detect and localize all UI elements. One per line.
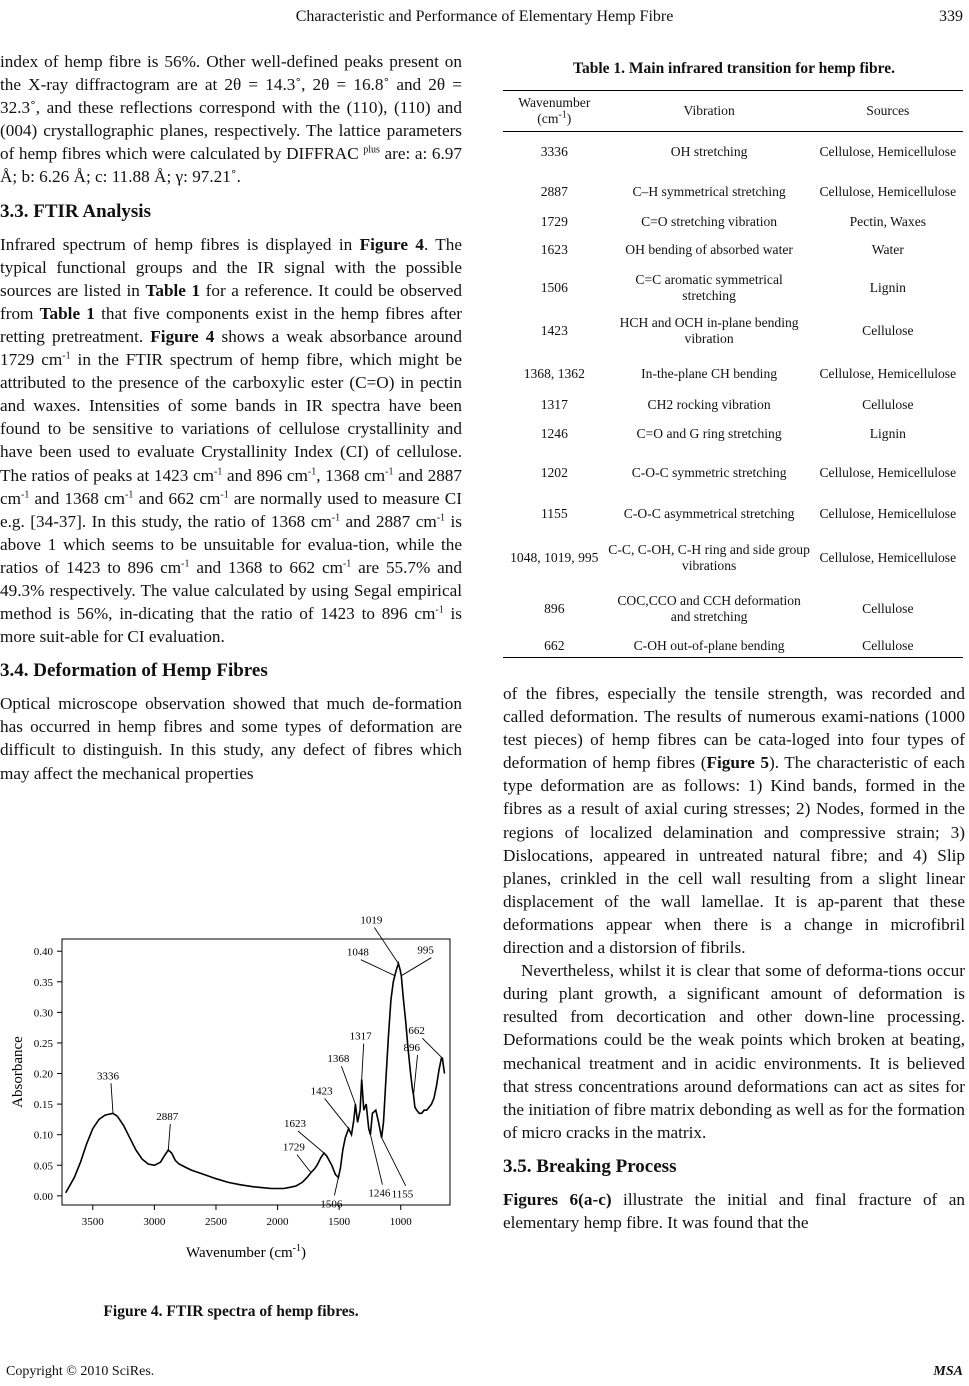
- peak-label: 1048: [346, 946, 369, 959]
- figure-ref-link[interactable]: Figure 4: [359, 234, 424, 254]
- superscript: -1: [435, 604, 444, 616]
- journal-abbrev: MSA: [933, 1364, 963, 1379]
- superscript: -1: [331, 511, 341, 523]
- figure-ref-link[interactable]: Figure 4: [150, 326, 215, 346]
- text-run: are normally used to measure CI e.g. [34-37]. In this study, the ratio of 1368 cm: [0, 488, 462, 531]
- x-tick-label: 2000: [266, 1216, 289, 1228]
- text-run: is more suit-able for CI evaluation.: [0, 604, 462, 647]
- header-vibration: Vibration: [683, 103, 735, 118]
- peak-label: 995: [417, 944, 434, 957]
- peak-label: 1623: [283, 1118, 306, 1131]
- text-run: index of hemp fibre is 56%. Other well-defined peaks present on the X-ray diffractogram are at 2θ = 14.3˚, 2θ = 16.8˚ and 2θ = 32.3˚, and these reflections correspond with the (110), (110) and (004) crystallographic planes, respectively. The lattice parameters of hemp fibres which were calculated by DIFFRAC: [0, 52, 462, 164]
- superscript: -1: [558, 109, 567, 121]
- table-row: [503, 212, 963, 232]
- figure-4-caption: Figure 4. FTIR spectra of hemp fibres.: [103, 1303, 359, 1320]
- text-run: and 1368 to 662 cm: [189, 557, 343, 577]
- paragraph-xrd: [0, 50, 462, 189]
- cell-vibration: C=C aromatic symmetrical stretching: [635, 271, 783, 303]
- annotation-leader: [361, 960, 395, 976]
- text-run: Infrared spectrum of hemp fibres is displayed in: [0, 234, 360, 254]
- cell-vibration: C-OH out-of-plane bending: [633, 638, 785, 654]
- right-column: [503, 50, 965, 1234]
- cell-wavenumber: 1368, 1362: [523, 365, 585, 381]
- cell-vibration: CH2 rocking vibration: [647, 396, 771, 412]
- paragraph-deformation: Optical microscope observation showed that much de-formation has occurred in hemp fibres and some types of deformation are difficult to distinguish. In this study, any defect of fibres which may affect the mechanical properties: [0, 694, 462, 783]
- paragraph-deformation-causes: Nevertheless, whilst it is clear that some of deforma-tions occur during plant growth, a significant amount of deformation is resulted from decortication and other down-line processing. Deformations could be the weak points which broken at beating, mechanical treatment and in acidic environments. It is believed that stress concentrations around deformations can act as sites for the initiation of fibre matrix debonding as well as for the formation of micro cracks in the matrix.: [503, 961, 965, 1142]
- cell-wavenumber: 1729: [540, 213, 568, 229]
- x-axis-label-main: Wavenumber: [185, 1245, 270, 1261]
- table-1: [503, 90, 963, 658]
- y-tick-label: 0.00: [33, 1190, 53, 1203]
- x-tick-label: 2500: [204, 1216, 227, 1228]
- superscript: -1: [220, 488, 229, 500]
- y-tick-label: 0.30: [33, 1007, 53, 1020]
- x-tick-label: 1000: [389, 1216, 412, 1228]
- x-axis-label-sup: -1: [292, 1243, 302, 1254]
- cell-wavenumber: 1317: [540, 396, 568, 412]
- cell-vibration: COC,CCO and CCH deformation and stretching: [617, 592, 801, 624]
- cell-wavenumber: 1155: [540, 505, 568, 521]
- annotation-leader: [362, 1044, 364, 1080]
- cell-wavenumber: 1623: [540, 241, 568, 257]
- text-run: that five components exist in the hemp fibres after retting pretreatment.: [0, 303, 462, 346]
- text-run: and 2887 cm: [0, 465, 462, 508]
- text-run: . The typical functional groups and the IR signal with the possible sources are listed in: [0, 234, 463, 300]
- cell-sources: Lignin: [869, 425, 906, 441]
- superscript: -1: [181, 558, 190, 570]
- table-row: [503, 172, 963, 212]
- section-heading-ftir: 3.3. FTIR Analysis: [0, 200, 151, 222]
- figure-ref-link[interactable]: Figure 5: [706, 753, 770, 773]
- table-row: [503, 636, 963, 658]
- plot-frame: [62, 939, 450, 1205]
- cell-vibration: C–H symmetrical stretching: [632, 183, 786, 199]
- text-run: illustrate the initial and final fracture of an elementary hemp fibre. It was found that the: [503, 1189, 965, 1232]
- table-row: [503, 416, 963, 452]
- cell-wavenumber: 1246: [540, 425, 568, 441]
- table-header-row: [503, 91, 963, 132]
- cell-vibration: OH bending of absorbed water: [625, 241, 793, 257]
- y-tick-label: 0.15: [33, 1099, 53, 1112]
- table-row: [503, 582, 963, 636]
- table-row: [503, 232, 963, 268]
- table-row: [503, 394, 963, 416]
- cell-sources: Cellulose, Hemicellulose: [819, 505, 957, 521]
- superscript: -1: [342, 558, 352, 570]
- annotation-leader: [325, 1099, 349, 1129]
- spectrum-line: [66, 964, 445, 1193]
- cell-wavenumber: 2887: [540, 183, 568, 199]
- cell-sources: Cellulose, Hemicellulose: [819, 183, 957, 199]
- section-heading-breaking: 3.5. Breaking Process: [503, 1155, 677, 1177]
- cell-wavenumber: 1048, 1019, 995: [510, 549, 599, 565]
- peak-label: 1506: [320, 1198, 343, 1211]
- cell-sources: Cellulose, Hemicellulose: [819, 143, 957, 159]
- copyright-notice: Copyright © 2010 SciRes.: [6, 1364, 155, 1379]
- table-row: [503, 354, 963, 394]
- annotation-leader: [168, 1124, 170, 1150]
- header-wavenumber: [503, 91, 606, 132]
- cell-sources: Cellulose, Hemicellulose: [819, 365, 957, 381]
- peak-label: 896: [403, 1041, 421, 1054]
- ftir-spectrum-plot: [0, 914, 462, 1270]
- table-row: [503, 534, 963, 582]
- cell-sources: Cellulose: [862, 638, 914, 654]
- cell-vibration: HCH and OCH in-plane bending vibration: [619, 314, 799, 346]
- section-heading-deformation: 3.4. Deformation of Hemp Fibres: [0, 660, 268, 682]
- superscript: -1: [21, 488, 30, 500]
- peak-label: 1317: [349, 1030, 372, 1043]
- superscript: -1: [307, 465, 317, 477]
- header-text: ): [566, 111, 572, 126]
- table-body: [503, 132, 963, 658]
- cell-wavenumber: 662: [544, 638, 565, 654]
- table-ref-link[interactable]: Table 1: [39, 303, 95, 323]
- peak-label: 1729: [282, 1141, 305, 1154]
- text-run: and 662 cm: [133, 488, 221, 508]
- cell-vibration: C=O and G ring stretching: [636, 425, 782, 441]
- peak-label: 3336: [96, 1070, 119, 1083]
- annotation-leader: [334, 1177, 338, 1195]
- annotation-leader: [297, 1155, 311, 1173]
- cell-sources: Lignin: [869, 279, 906, 295]
- cell-wavenumber: 1506: [540, 279, 568, 295]
- cell-vibration: C-O-C symmetric stretching: [631, 464, 787, 480]
- cell-sources: Pectin, Waxes: [849, 213, 927, 229]
- cell-wavenumber: 3336: [540, 143, 568, 159]
- cell-vibration: C-C, C-OH, C-H ring and side group vibrations: [608, 541, 810, 573]
- peak-label: 1368: [327, 1053, 350, 1066]
- cell-vibration: C-O-C asymmetrical stretching: [623, 505, 795, 521]
- cell-vibration: In-the-plane CH bending: [641, 365, 778, 381]
- table-row: [503, 308, 963, 354]
- text-run: in the FTIR spectrum of hemp fibre, which might be attributed to the presence of the carboxylic ester (C=O) in pectin and waxes. Intensities of some bands in IR spectra have been found to be sensitive to variations of cellulose crystallinity and have been used to evaluate Crystallinity Index (CI) of cellulose. The ratios of peaks at 1423 cm: [0, 350, 462, 485]
- cell-vibration: C=O stretching vibration: [641, 213, 778, 229]
- annotation-leader: [401, 958, 431, 976]
- table-row: [503, 452, 963, 494]
- table-row: [503, 268, 963, 308]
- cell-wavenumber: 1202: [540, 464, 568, 480]
- y-tick-label: 0.35: [33, 976, 53, 989]
- superscript: -1: [436, 511, 446, 523]
- page-number: 339: [939, 8, 963, 25]
- x-tick-label: 1500: [328, 1216, 351, 1228]
- superscript: -1: [214, 465, 223, 477]
- cell-vibration: OH stretching: [670, 143, 748, 159]
- cell-sources: Cellulose: [862, 396, 914, 412]
- annotation-leader: [422, 1038, 442, 1058]
- x-axis-label: [186, 1243, 306, 1261]
- cell-sources: Water: [871, 241, 904, 257]
- superscript: plus: [363, 144, 380, 156]
- table-row: [503, 494, 963, 534]
- annotation-leader: [341, 1066, 355, 1104]
- paragraph-deformation-types: [503, 682, 965, 959]
- annotation-leader: [111, 1083, 113, 1113]
- text-run: are 55.7% and 49.3% respectively. The value calculated by using Segal empirical method is 56%, in-dicating that the ratio of 1423 to 896 cm: [0, 557, 462, 624]
- text-run: and 896 cm: [222, 465, 308, 485]
- annotation-leader: [382, 1138, 406, 1186]
- y-tick-label: 0.05: [33, 1160, 53, 1173]
- cell-sources: Cellulose, Hemicellulose: [819, 464, 957, 480]
- header-text: Wavenumber (cm: [518, 95, 591, 126]
- text-run: are: a: 6.97 Å; b: 6.26 Å; c: 11.88 Å; γ: 97.21˚.: [0, 144, 462, 187]
- cell-sources: Cellulose: [862, 600, 914, 616]
- superscript: -1: [385, 465, 394, 477]
- y-tick-label: 0.40: [33, 946, 53, 959]
- y-tick-label: 0.20: [33, 1068, 53, 1081]
- superscript: -1: [62, 350, 71, 362]
- left-column: [0, 50, 462, 785]
- y-axis-label: Absorbance: [10, 1036, 26, 1108]
- paragraph-breaking: [503, 1188, 965, 1234]
- y-tick-label: 0.10: [33, 1129, 53, 1142]
- superscript: -1: [124, 488, 134, 500]
- peak-label: 1423: [310, 1085, 333, 1098]
- figure-ref-link[interactable]: Figures 6(a-c): [503, 1189, 612, 1209]
- peak-label: 1155: [391, 1188, 414, 1201]
- annotation-leader: [414, 1055, 418, 1095]
- cell-wavenumber: 896: [544, 600, 565, 616]
- header-sources: Sources: [866, 103, 910, 118]
- table-row: [503, 132, 963, 172]
- text-run: , 1368 cm: [316, 465, 386, 485]
- peak-label: 1246: [368, 1187, 391, 1200]
- peak-label: 2887: [156, 1110, 179, 1123]
- annotation-leader: [374, 927, 398, 963]
- table-1-caption: Table 1. Main infrared transition for hemp fibre.: [573, 60, 895, 77]
- cell-sources: Cellulose, Hemicellulose: [819, 549, 957, 565]
- x-axis-label-unit: (cm: [269, 1245, 293, 1261]
- running-title: Characteristic and Performance of Elementary Hemp Fibre: [295, 8, 674, 25]
- cell-sources: Cellulose: [862, 322, 914, 338]
- text-run: for a reference. It could be observed from: [0, 280, 462, 323]
- figure-4-chart: [0, 914, 462, 1270]
- text-run: ). The characteristic of each type deformation are as follows: 1) Kind bands, formed in the fibres as a result of axial curing stresses; 2) Nodes, formed in the regions of localized delamination and compressive strain; 3) Dislocations, appeared in untreated natural fibre; and 4) Slip planes, crinkled in the cell wall resulting from a slight linear displacement of the wall lamellae. It is ap-parent that these deformations appear when there is a change in microfibril direction and a distorsion of fibrils.: [503, 753, 966, 958]
- x-tick-label: 3500: [81, 1216, 104, 1228]
- x-axis-label-close: ): [301, 1245, 307, 1261]
- y-tick-label: 0.25: [33, 1037, 53, 1050]
- text-run: and 2887 cm: [340, 511, 437, 531]
- running-header: [0, 8, 969, 32]
- table-ref-link[interactable]: Table 1: [145, 280, 201, 300]
- peak-label: 1019: [360, 914, 383, 927]
- text-run: and 1368 cm: [29, 488, 125, 508]
- text-run: is above 1 which seems to be unsuitable for evalua-tion, while the ratios of 1423 to 896 cm: [0, 511, 462, 577]
- text-run: shows a weak absorbance around 1729 cm: [0, 326, 462, 370]
- cell-wavenumber: 1423: [540, 322, 568, 338]
- peak-label: 662: [408, 1025, 425, 1038]
- x-tick-label: 3000: [143, 1216, 166, 1228]
- text-run: of the fibres, especially the tensile strength, was recorded and called deformation. The results of numerous exami-nations (1000 test pieces) of hemp fibres can be cata-loged into four types of deformation of hemp fibres (: [503, 684, 965, 773]
- paragraph-ftir: [0, 233, 462, 649]
- annotation-leader: [370, 1135, 382, 1185]
